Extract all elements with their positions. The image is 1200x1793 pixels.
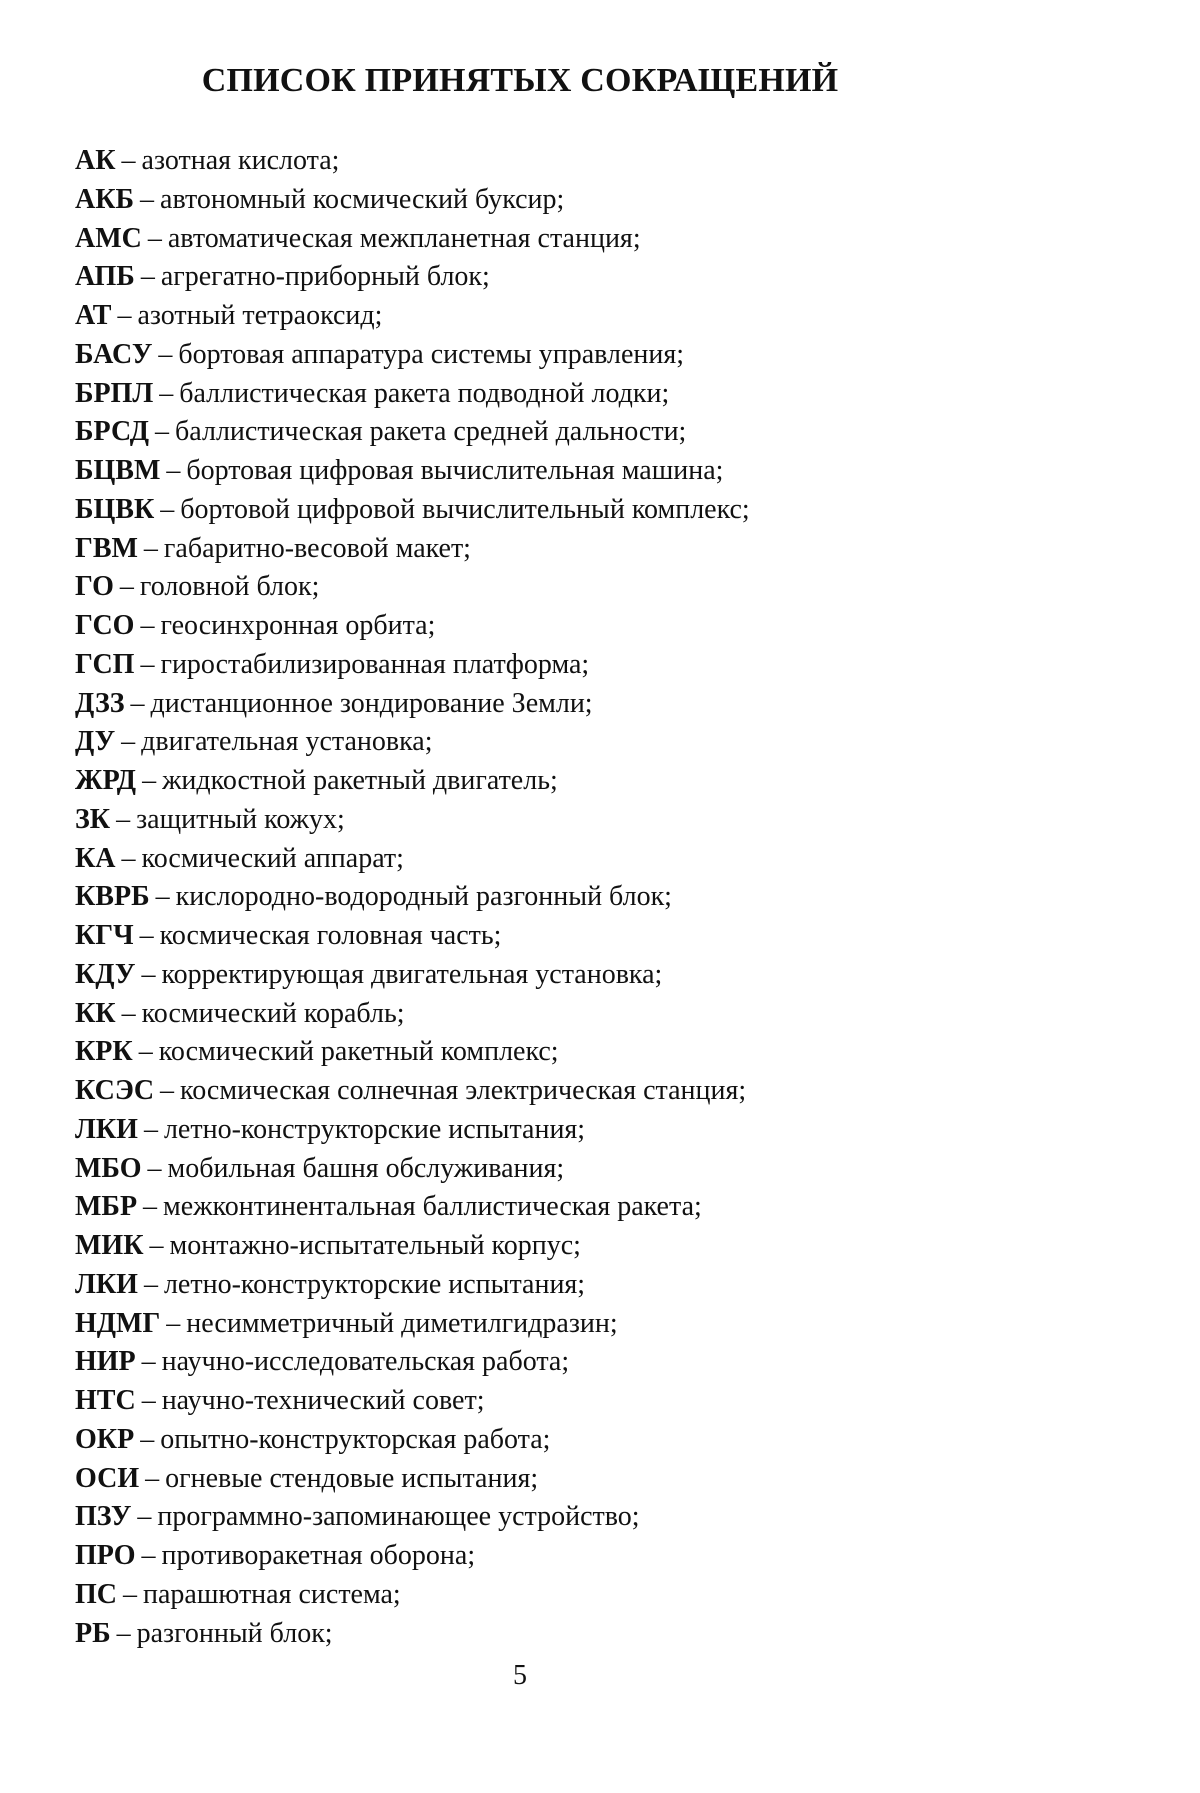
abbreviation-separator: – — [158, 338, 173, 370]
abbreviation-entry — [75, 142, 750, 181]
abbreviation-term: АКБ — [75, 183, 135, 215]
abbreviation-separator: – — [166, 1307, 181, 1339]
abbreviation-definition: опытно-конструкторская работа; — [160, 1423, 551, 1455]
abbreviation-definition: парашютная система; — [143, 1578, 401, 1610]
abbreviation-term: КСЭС — [75, 1075, 155, 1106]
abbreviation-term: ОКР — [75, 1423, 135, 1455]
abbreviation-entry — [75, 1266, 750, 1305]
abbreviation-term: КК — [75, 997, 116, 1029]
abbreviation-definition: баллистическая ракета подводной лодки; — [179, 377, 670, 409]
abbreviation-definition: габаритно-весовой макет; — [163, 532, 471, 564]
abbreviation-term: АМС — [75, 222, 142, 254]
abbreviation-entry — [75, 220, 750, 259]
abbreviation-term: НИР — [75, 1346, 136, 1378]
abbreviation-term: ОСИ — [75, 1462, 140, 1494]
abbreviation-entry — [75, 491, 750, 530]
abbreviation-separator: – — [155, 416, 170, 448]
abbreviation-separator: – — [147, 1152, 162, 1184]
abbreviation-term: МИК — [75, 1230, 144, 1261]
abbreviation-separator: – — [116, 1617, 131, 1649]
abbreviation-term: АПБ — [75, 261, 135, 293]
abbreviation-separator: – — [155, 881, 170, 913]
abbreviation-entry — [75, 801, 750, 840]
abbreviation-separator: – — [166, 455, 181, 486]
abbreviation-term: АТ — [75, 300, 112, 331]
abbreviation-entry — [75, 1072, 750, 1111]
abbreviation-term: РБ — [75, 1617, 111, 1649]
abbreviation-separator: – — [160, 1075, 175, 1106]
abbreviation-definition: монтажно-испытательный корпус; — [169, 1230, 581, 1261]
abbreviation-separator: – — [145, 1462, 160, 1494]
abbreviation-definition: дистанционное зондирование Земли; — [150, 687, 593, 719]
abbreviation-term: ДУ — [75, 726, 116, 758]
abbreviation-definition: космический корабль; — [141, 997, 405, 1029]
abbreviation-definition: космический аппарат; — [141, 842, 404, 874]
abbreviation-separator: – — [139, 920, 154, 951]
abbreviation-entry — [75, 1498, 750, 1537]
abbreviation-term: БАСУ — [75, 338, 153, 370]
abbreviation-definition: головной блок; — [139, 571, 320, 603]
abbreviation-separator: – — [137, 1501, 152, 1533]
abbreviation-definition: программно-запоминающее устройство; — [157, 1501, 640, 1533]
abbreviation-entry — [75, 956, 750, 995]
abbreviation-term: КА — [75, 842, 116, 874]
abbreviation-term: ГСП — [75, 648, 135, 680]
abbreviation-separator: – — [142, 765, 157, 796]
abbreviation-entry — [75, 1111, 750, 1150]
abbreviation-term: БРПЛ — [75, 377, 154, 409]
abbreviation-term: ЗК — [75, 803, 111, 835]
abbreviation-separator: – — [140, 1423, 155, 1455]
abbreviation-entry — [75, 1033, 750, 1072]
abbreviation-term: ЛКИ — [75, 1113, 138, 1145]
abbreviation-separator: – — [138, 1036, 153, 1068]
abbreviation-definition: геосинхронная орбита; — [160, 610, 436, 641]
abbreviation-definition: кислородно-водородный разгонный блок; — [175, 881, 672, 913]
abbreviation-definition: разгонный блок; — [136, 1617, 333, 1649]
abbreviation-definition: бортовой цифровой вычислительный комплекс; — [180, 493, 750, 525]
abbreviation-separator: – — [130, 687, 145, 719]
abbreviation-entry — [75, 413, 750, 452]
abbreviation-entry — [75, 878, 750, 917]
abbreviation-definition: азотный тетраоксид; — [137, 300, 383, 331]
abbreviation-separator: – — [119, 571, 134, 603]
abbreviation-term: ДЗЗ — [75, 687, 125, 719]
abbreviation-term: ГВМ — [75, 532, 138, 564]
abbreviation-entry — [75, 530, 750, 569]
abbreviation-entry — [75, 1382, 750, 1421]
abbreviation-entry — [75, 685, 750, 724]
abbreviation-separator: – — [121, 997, 136, 1029]
abbreviation-separator: – — [143, 532, 158, 564]
abbreviation-definition: автоматическая межпланетная станция; — [167, 222, 641, 254]
abbreviation-definition: жидкостной ракетный двигатель; — [162, 765, 558, 796]
abbreviation-separator: – — [141, 1385, 156, 1416]
abbreviation-separator: – — [140, 648, 155, 680]
abbreviation-entry — [75, 607, 750, 646]
abbreviation-definition: космическая головная часть; — [159, 920, 502, 951]
abbreviation-definition: бортовая цифровая вычислительная машина; — [186, 455, 724, 486]
abbreviation-separator: – — [140, 610, 155, 641]
abbreviation-separator: – — [121, 726, 136, 758]
abbreviation-definition: межконтинентальная баллистическая ракета; — [163, 1191, 702, 1223]
abbreviation-term: КВРБ — [75, 881, 150, 913]
abbreviation-separator: – — [117, 300, 132, 331]
abbreviation-entry — [75, 375, 750, 414]
abbreviation-entry — [75, 568, 750, 607]
abbreviation-definition: летно-конструкторские испытания; — [163, 1113, 586, 1145]
abbreviation-definition: огневые стендовые испытания; — [165, 1462, 539, 1494]
abbreviation-entry — [75, 723, 750, 762]
abbreviation-separator: – — [141, 958, 156, 990]
abbreviation-separator: – — [121, 842, 136, 874]
abbreviation-separator: – — [160, 493, 175, 525]
abbreviation-entry — [75, 1421, 750, 1460]
abbreviation-definition: научно-исследовательская работа; — [161, 1346, 570, 1378]
abbreviation-definition: научно-технический совет; — [161, 1385, 485, 1416]
abbreviation-separator: – — [121, 145, 136, 176]
abbreviation-entry — [75, 1537, 750, 1576]
abbreviation-entry — [75, 762, 750, 801]
abbreviation-term: ПРО — [75, 1540, 136, 1571]
abbreviation-entry — [75, 336, 750, 375]
abbreviation-separator: – — [140, 183, 155, 215]
abbreviation-term: НТС — [75, 1385, 136, 1416]
abbreviation-definition: двигательная установка; — [141, 726, 433, 758]
abbreviation-definition: азотная кислота; — [141, 145, 340, 176]
abbreviation-separator: – — [116, 803, 131, 835]
abbreviation-term: НДМГ — [75, 1307, 161, 1339]
abbreviation-entry — [75, 995, 750, 1034]
abbreviation-separator: – — [140, 261, 155, 293]
abbreviation-term: АК — [75, 145, 116, 176]
abbreviation-separator: – — [149, 1230, 164, 1261]
abbreviation-definition: мобильная башня обслуживания; — [167, 1152, 565, 1184]
abbreviation-entry — [75, 917, 750, 956]
abbreviation-entry — [75, 297, 750, 336]
abbreviation-term: ГО — [75, 571, 114, 603]
abbreviation-definition: баллистическая ракета средней дальности; — [175, 416, 687, 448]
abbreviation-term: БЦВМ — [75, 455, 161, 486]
abbreviation-term: ПС — [75, 1578, 117, 1610]
abbreviation-separator: – — [159, 377, 174, 409]
abbreviation-definition: гиростабилизированная платформа; — [160, 648, 590, 680]
abbreviation-entry — [75, 181, 750, 220]
abbreviation-term: КРК — [75, 1036, 133, 1068]
abbreviation-entry — [75, 1576, 750, 1615]
abbreviation-definition: космическая солнечная электрическая станция; — [180, 1075, 747, 1106]
abbreviation-entry — [75, 1150, 750, 1189]
abbreviation-term: КДУ — [75, 958, 136, 990]
abbreviation-entry — [75, 840, 750, 879]
abbreviation-definition: автономный космический буксир; — [160, 183, 565, 215]
abbreviation-entry — [75, 1460, 750, 1499]
abbreviation-separator: – — [143, 1268, 158, 1300]
abbreviation-definition: противоракетная оборона; — [161, 1540, 476, 1571]
abbreviation-entry — [75, 258, 750, 297]
abbreviation-definition: агрегатно-приборный блок; — [160, 261, 490, 293]
abbreviation-list — [75, 142, 750, 1653]
abbreviation-entry — [75, 452, 750, 491]
abbreviation-separator: – — [123, 1578, 137, 1610]
abbreviation-term: МБР — [75, 1191, 138, 1223]
abbreviation-term: ЛКИ — [75, 1268, 138, 1300]
abbreviation-definition: бортовая аппаратура системы управления; — [178, 338, 685, 370]
abbreviation-term: ЖРД — [75, 765, 137, 796]
abbreviation-definition: несимметричный диметилгидразин; — [186, 1307, 618, 1339]
abbreviation-term: БРСД — [75, 416, 150, 448]
abbreviation-entry — [75, 1343, 750, 1382]
abbreviation-term: ГСО — [75, 610, 135, 641]
abbreviation-separator: – — [141, 1346, 156, 1378]
abbreviation-term: ПЗУ — [75, 1501, 132, 1533]
abbreviation-definition: защитный кожух; — [136, 803, 345, 835]
abbreviation-entry — [75, 1615, 750, 1654]
abbreviation-entry — [75, 1188, 750, 1227]
abbreviation-entry — [75, 646, 750, 685]
abbreviation-term: МБО — [75, 1152, 142, 1184]
abbreviation-definition: корректирующая двигательная установка; — [161, 958, 663, 990]
abbreviation-separator: – — [147, 222, 162, 254]
abbreviation-separator: – — [143, 1191, 158, 1223]
abbreviation-definition: космический ракетный комплекс; — [158, 1036, 559, 1068]
abbreviation-term: КГЧ — [75, 920, 134, 951]
abbreviation-entry — [75, 1227, 750, 1266]
page-number: 5 — [513, 1660, 527, 1691]
abbreviation-entry — [75, 1305, 750, 1344]
abbreviation-term: БЦВК — [75, 493, 155, 525]
abbreviation-definition: летно-конструкторские испытания; — [163, 1268, 586, 1300]
page-title: СПИСОК ПРИНЯТЫХ СОКРАЩЕНИЙ — [201, 62, 839, 99]
abbreviation-separator: – — [141, 1540, 156, 1571]
abbreviation-separator: – — [143, 1113, 158, 1145]
